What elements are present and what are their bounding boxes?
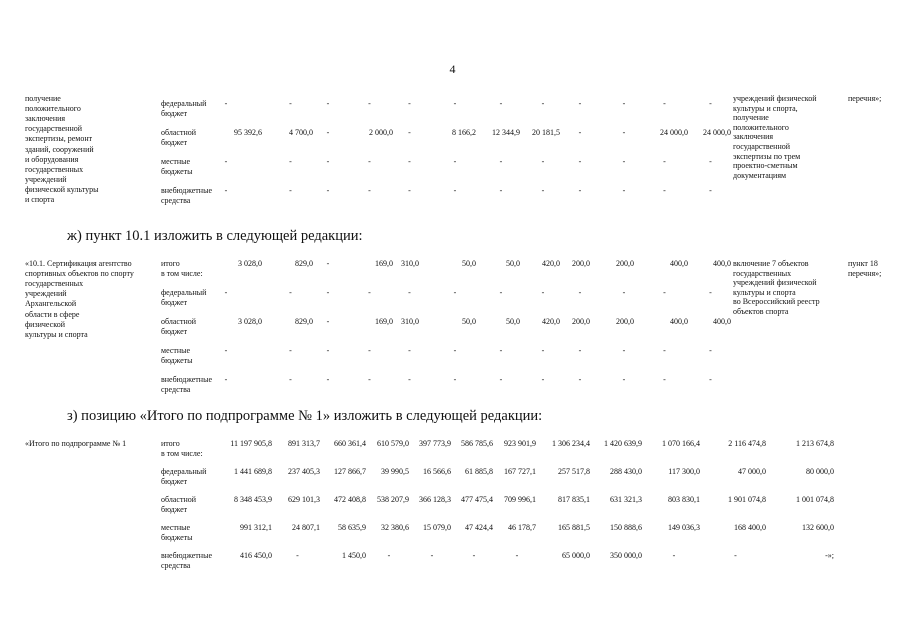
item-description-line: зданий, сооружений	[25, 144, 94, 154]
item-description-line: физической культуры	[25, 184, 99, 194]
amount-cell: 65 000,0	[562, 551, 590, 560]
amount-cell: 829,0	[295, 317, 313, 326]
amount-cell: 416 450,0	[240, 551, 272, 560]
expected-result-line: культуры и спорта,	[733, 103, 798, 113]
amount-cell: -	[578, 375, 582, 384]
amount-cell: -	[296, 551, 299, 560]
amount-cell: 8 166,2	[452, 128, 476, 137]
funding-source-label: федеральный	[161, 467, 207, 476]
funding-source-label: бюджет	[161, 297, 188, 307]
funding-source-label: итого	[161, 439, 180, 448]
amount-cell: -	[499, 375, 503, 384]
amount-cell: -	[289, 288, 292, 297]
amount-cell: 310,0	[401, 259, 419, 268]
funding-source-label: бюджеты	[161, 355, 193, 365]
amount-cell: 20 181,5	[532, 128, 560, 137]
expected-result-line: культуры и спорта	[733, 287, 796, 297]
amount-cell: 1 420 639,9	[604, 439, 642, 448]
amount-cell: -	[224, 288, 228, 297]
amount-cell: 472 408,8	[334, 495, 366, 504]
amount-cell: 400,0	[713, 259, 731, 268]
amount-cell: -	[326, 317, 330, 326]
amount-cell: 58 635,9	[338, 523, 366, 532]
expected-result-line: документациям	[733, 170, 787, 180]
amount-cell: 4 700,0	[289, 128, 313, 137]
amendment-heading-z: з) позицию «Итого по подпрограмме № 1» изложить в следующей редакции:	[67, 408, 543, 424]
amount-cell: -	[326, 375, 330, 384]
amount-cell: -	[289, 186, 292, 195]
amount-cell: 3 028,0	[238, 317, 262, 326]
amount-cell: -	[326, 346, 330, 355]
amount-cell: -	[408, 157, 411, 166]
amount-cell: -	[663, 99, 666, 108]
expected-result-line: объектов спорта	[733, 307, 789, 316]
amount-cell: 891 313,7	[288, 439, 320, 448]
amount-cell: -	[368, 346, 371, 355]
amount-cell: -	[368, 157, 371, 166]
funding-source-label: областной	[161, 317, 197, 326]
amount-cell: -	[224, 157, 228, 166]
expected-result-line: проектно-сметным	[733, 161, 798, 171]
amount-cell: -	[387, 551, 391, 560]
funding-source-label: в том числе:	[161, 268, 203, 278]
item-description-line: государственных	[25, 279, 84, 289]
expected-result-line: учреждений физической	[733, 94, 817, 103]
amount-cell: -	[709, 157, 712, 166]
expected-result-line: включение 7 объектов	[733, 259, 809, 268]
item-description-line: области в сфере	[25, 309, 80, 319]
amount-cell: -	[578, 288, 582, 297]
amount-cell: 400,0	[713, 317, 731, 326]
amount-cell: 50,0	[506, 259, 520, 268]
item-description-line: и спорта	[25, 195, 55, 204]
amount-cell: -	[289, 346, 292, 355]
amount-cell: -	[622, 128, 626, 137]
item-description-line: учреждений	[25, 289, 67, 299]
expected-result-line: государственных	[733, 268, 792, 278]
amount-cell: -	[541, 99, 545, 108]
amount-cell: -	[578, 157, 582, 166]
amount-cell: -	[709, 99, 712, 108]
amount-cell: 1 001 074,8	[796, 495, 834, 504]
amount-cell: 1 213 674,8	[796, 439, 834, 448]
amount-cell: 538 207,9	[377, 495, 409, 504]
amount-cell: -	[453, 157, 457, 166]
amount-cell: 150 888,6	[610, 523, 642, 532]
item-description-line: спортивных объектов по спорту	[25, 269, 134, 279]
amount-cell: 50,0	[462, 259, 476, 268]
amount-cell: 923 901,9	[504, 439, 536, 448]
expected-result-line: во Всероссийский реестр	[733, 297, 820, 307]
amount-cell: -	[709, 375, 712, 384]
amount-cell: -	[541, 375, 545, 384]
item-description-line: заключения	[25, 114, 66, 124]
amount-cell: 39 990,5	[381, 467, 409, 476]
amount-cell: -	[326, 128, 330, 137]
amount-cell: 50,0	[462, 317, 476, 326]
amount-cell: 397 773,9	[419, 439, 451, 448]
amount-cell: -	[408, 346, 411, 355]
amount-cell: 24 000,0	[703, 128, 731, 137]
amount-cell: -	[499, 346, 503, 355]
amount-cell: -»;	[825, 551, 834, 560]
amount-cell: -	[408, 288, 411, 297]
amount-cell: 32 380,6	[381, 523, 409, 532]
amount-cell: -	[622, 157, 626, 166]
amount-cell: -	[224, 99, 228, 108]
funding-source-label: бюджет	[161, 476, 188, 486]
amount-cell: 350 000,0	[610, 551, 642, 560]
amount-cell: -	[472, 551, 476, 560]
amount-cell: -	[515, 551, 519, 560]
amount-cell: -	[289, 157, 292, 166]
funding-source-label: местные	[161, 523, 191, 532]
amount-cell: 610 579,0	[377, 439, 409, 448]
item-description-line: и оборудования	[25, 154, 79, 164]
reference-line: перечня»;	[848, 94, 882, 103]
amount-cell: 200,0	[616, 259, 634, 268]
amount-cell: 629 101,3	[288, 495, 320, 504]
amount-cell: 16 566,6	[423, 467, 451, 476]
amount-cell: 24 000,0	[660, 128, 688, 137]
funding-source-label: бюджет	[161, 137, 188, 147]
amount-cell: -	[368, 186, 371, 195]
amount-cell: -	[541, 288, 545, 297]
amount-cell: -	[326, 157, 330, 166]
funding-source-label: средства	[161, 195, 191, 205]
amount-cell: -	[622, 99, 626, 108]
amount-cell: 400,0	[670, 259, 688, 268]
amount-cell: 1 070 166,4	[662, 439, 700, 448]
amount-cell: -	[453, 346, 457, 355]
amount-cell: -	[663, 288, 666, 297]
amount-cell: 11 197 905,8	[230, 439, 272, 448]
funding-source-label: бюджет	[161, 326, 188, 336]
amount-cell: -	[578, 128, 582, 137]
amount-cell: 8 348 453,9	[234, 495, 272, 504]
expected-result-line: учреждений физической	[733, 278, 817, 288]
amount-cell: 127 866,7	[334, 467, 366, 476]
amount-cell: 47 424,4	[465, 523, 493, 532]
amount-cell: -	[408, 186, 411, 195]
amount-cell: 420,0	[542, 317, 560, 326]
amount-cell: 200,0	[616, 317, 634, 326]
amount-cell: -	[499, 157, 503, 166]
amount-cell: -	[734, 551, 737, 560]
amount-cell: 237 405,3	[288, 467, 320, 476]
amount-cell: 803 830,1	[668, 495, 700, 504]
amount-cell: 1 450,0	[342, 551, 366, 560]
amount-cell: 1 441 689,8	[234, 467, 272, 476]
amount-cell: -	[709, 288, 712, 297]
amount-cell: -	[326, 288, 330, 297]
funding-source-label: бюджет	[161, 504, 188, 514]
funding-source-label: областной	[161, 128, 197, 137]
funding-source-label: бюджеты	[161, 166, 193, 176]
expected-result-line: заключения	[733, 132, 774, 142]
amount-cell: 24 807,1	[292, 523, 320, 532]
page-number: 4	[449, 62, 456, 76]
amount-cell: 15 079,0	[423, 523, 451, 532]
amount-cell: -	[622, 288, 626, 297]
amount-cell: -	[289, 375, 292, 384]
amount-cell: 168 400,0	[734, 523, 766, 532]
amount-cell: -	[709, 346, 712, 355]
funding-source-label: средства	[161, 560, 191, 570]
amount-cell: 167 727,1	[504, 467, 536, 476]
amount-cell: 400,0	[670, 317, 688, 326]
amount-cell: -	[224, 186, 228, 195]
amount-cell: -	[453, 186, 457, 195]
expected-result-line: положительного	[733, 122, 789, 132]
item-description-line: «Итого по подпрограмме № 1	[25, 439, 127, 448]
amount-cell: 631 321,3	[610, 495, 642, 504]
item-description-line: государственных	[25, 164, 84, 174]
amount-cell: -	[430, 551, 434, 560]
funding-source-label: областной	[161, 495, 197, 504]
amount-cell: 2 116 474,8	[728, 439, 766, 448]
expected-result-line: получение	[733, 113, 769, 123]
amount-cell: -	[326, 186, 330, 195]
funding-source-label: внебюджетные	[161, 551, 212, 560]
funding-source-label: в том числе:	[161, 448, 203, 458]
amount-cell: 420,0	[542, 259, 560, 268]
funding-source-label: внебюджетные	[161, 186, 212, 195]
amount-cell: 169,0	[375, 259, 393, 268]
amount-cell: 200,0	[572, 259, 590, 268]
amount-cell: -	[224, 346, 228, 355]
amount-cell: 709 996,1	[504, 495, 536, 504]
amount-cell: -	[663, 346, 666, 355]
funding-source-label: местные	[161, 346, 191, 355]
amount-cell: -	[541, 186, 545, 195]
amount-cell: -	[499, 99, 503, 108]
amount-cell: 149 036,3	[668, 523, 700, 532]
amount-cell: -	[672, 551, 676, 560]
amount-cell: -	[453, 375, 457, 384]
amount-cell: 50,0	[506, 317, 520, 326]
amount-cell: 117 300,0	[668, 467, 700, 476]
amount-cell: 80 000,0	[806, 467, 834, 476]
item-description-line: государственной	[25, 124, 83, 134]
reference-line: пункт 18	[848, 259, 878, 268]
amount-cell: 477 475,4	[461, 495, 493, 504]
amount-cell: 2 000,0	[369, 128, 393, 137]
amount-cell: 310,0	[401, 317, 419, 326]
amount-cell: 660 361,4	[334, 439, 366, 448]
funding-source-label: бюджет	[161, 108, 188, 118]
amount-cell: -	[368, 288, 371, 297]
amount-cell: -	[663, 157, 666, 166]
amount-cell: -	[326, 259, 330, 268]
amount-cell: -	[622, 375, 626, 384]
amount-cell: -	[578, 99, 582, 108]
amount-cell: -	[541, 157, 545, 166]
item-description-line: Архангельской	[25, 299, 77, 309]
amount-cell: -	[622, 346, 626, 355]
expected-result-line: экспертизы по трем	[733, 151, 801, 161]
amount-cell: -	[622, 186, 626, 195]
amount-cell: 47 000,0	[738, 467, 766, 476]
funding-source-label: бюджеты	[161, 532, 193, 542]
amount-cell: 366 128,3	[419, 495, 451, 504]
amount-cell: -	[578, 346, 582, 355]
amount-cell: 169,0	[375, 317, 393, 326]
amendment-heading-zh: ж) пункт 10.1 изложить в следующей редакции:	[67, 228, 363, 244]
funding-source-label: внебюджетные	[161, 375, 212, 384]
funding-source-label: местные	[161, 157, 191, 166]
expected-result-line: государственной	[733, 142, 791, 151]
item-description-line: получение	[25, 94, 61, 103]
funding-source-label: средства	[161, 384, 191, 394]
amount-cell: 61 885,8	[465, 467, 493, 476]
amount-cell: -	[368, 375, 371, 384]
amount-cell: -	[408, 128, 411, 137]
amount-cell: 12 344,9	[492, 128, 520, 137]
amount-cell: -	[289, 99, 292, 108]
amount-cell: 829,0	[295, 259, 313, 268]
amount-cell: 1 901 074,8	[728, 495, 766, 504]
amount-cell: -	[709, 186, 712, 195]
amount-cell: 46 178,7	[508, 523, 536, 532]
amount-cell: -	[453, 99, 457, 108]
funding-source-label: федеральный	[161, 99, 207, 108]
item-description-line: культуры и спорта	[25, 329, 88, 339]
amount-cell: 132 600,0	[802, 523, 834, 532]
amount-cell: -	[326, 99, 330, 108]
amount-cell: -	[224, 375, 228, 384]
amount-cell: 95 392,6	[234, 128, 262, 137]
item-description-line: учреждений	[25, 174, 67, 184]
item-description-line: «10.1. Сертификация агентство	[25, 259, 132, 268]
amount-cell: 991 312,1	[240, 523, 272, 532]
amount-cell: 3 028,0	[238, 259, 262, 268]
amount-cell: -	[408, 99, 411, 108]
amount-cell: -	[663, 186, 666, 195]
amount-cell: 1 306 234,4	[552, 439, 590, 448]
amount-cell: -	[368, 99, 371, 108]
amount-cell: 288 430,0	[610, 467, 642, 476]
amount-cell: -	[541, 346, 545, 355]
amount-cell: -	[499, 288, 503, 297]
funding-source-label: итого	[161, 259, 180, 268]
funding-source-label: федеральный	[161, 288, 207, 297]
amount-cell: 586 785,6	[461, 439, 493, 448]
amount-cell: -	[408, 375, 411, 384]
item-description-line: экспертизы, ремонт	[25, 134, 93, 144]
amount-cell: 257 517,8	[558, 467, 590, 476]
item-description-line: положительного	[25, 104, 81, 114]
item-description-line: физической	[25, 319, 65, 329]
amount-cell: -	[578, 186, 582, 195]
reference-line: перечня»;	[848, 268, 882, 278]
amount-cell: -	[663, 375, 666, 384]
amount-cell: 165 881,5	[558, 523, 590, 532]
amount-cell: 200,0	[572, 317, 590, 326]
amount-cell: -	[453, 288, 457, 297]
amount-cell: 817 835,1	[558, 495, 590, 504]
amount-cell: -	[499, 186, 503, 195]
